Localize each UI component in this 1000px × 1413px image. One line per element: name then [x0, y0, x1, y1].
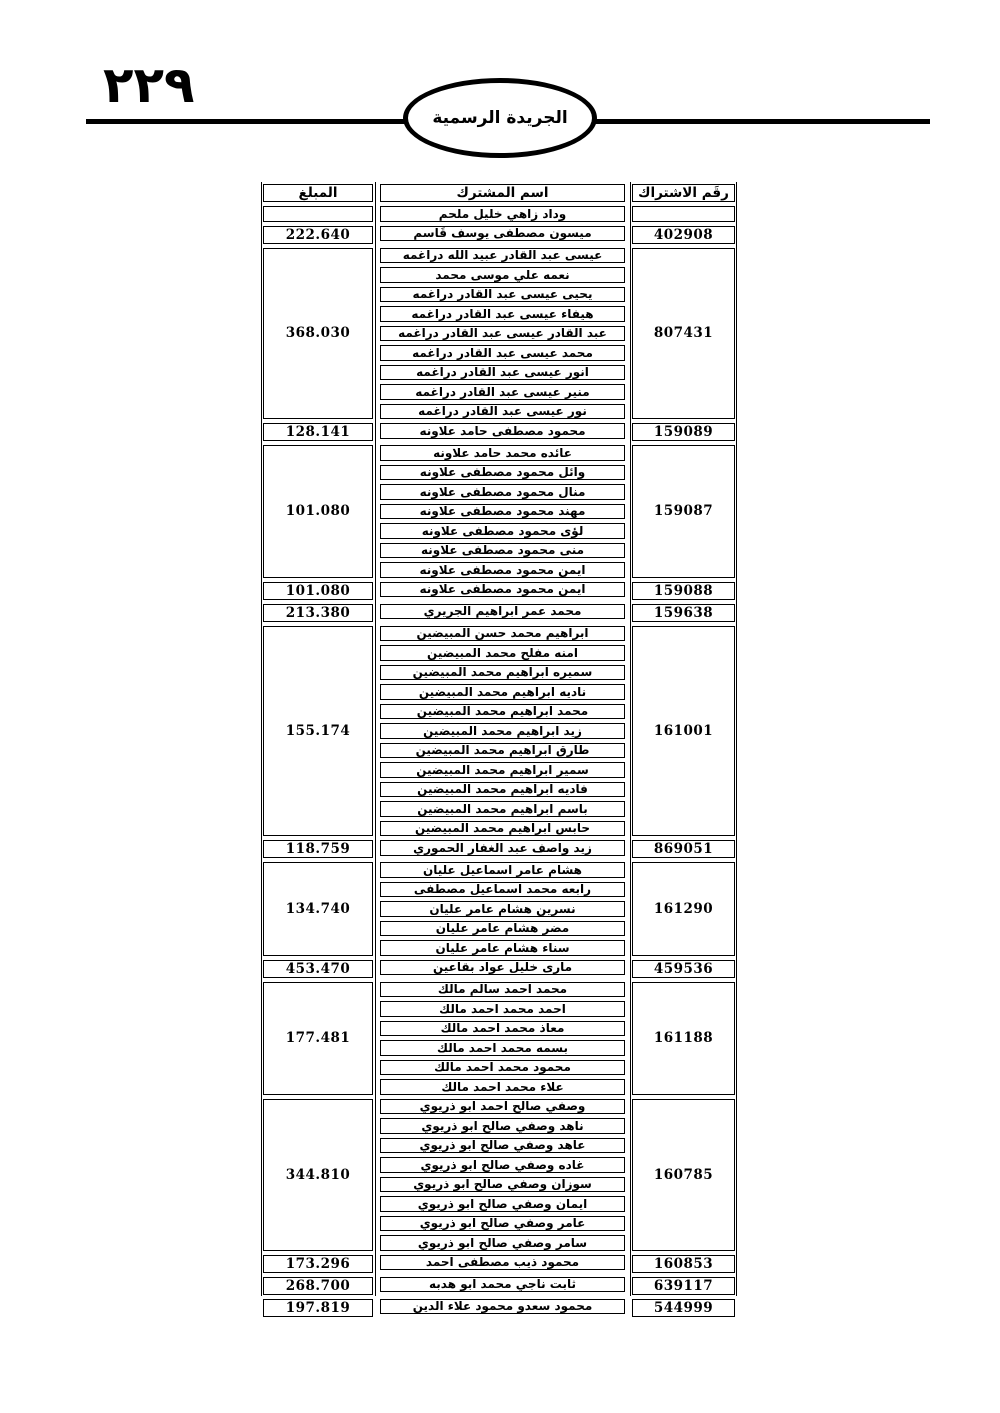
subscriber-names-cell	[375, 838, 630, 860]
subscriber-name: احمد محمد احمد مالك	[380, 1001, 625, 1017]
subscriber-name: ايمان وصفي صالح ابو ذريوي	[380, 1196, 625, 1212]
amount-value: 134.740	[263, 862, 373, 956]
subscriber-name: عبد القادر عيسى عبد القادر دراغمه	[380, 326, 625, 342]
subscriber-name: عاهد وصفي صالح ابو ذريوي	[380, 1138, 625, 1154]
table-record	[261, 958, 737, 980]
table-record	[261, 421, 737, 443]
subscriber-name: ابراهيم محمد حسن المبيضين	[380, 626, 625, 642]
subscriber-name: هشام عامر اسماعيل عليان	[380, 862, 625, 878]
column-header-amount: المبلغ	[263, 184, 373, 202]
subscription-number: 159087	[632, 445, 735, 578]
subscription-number: 459536	[632, 960, 735, 978]
amount-cell	[261, 443, 375, 580]
table-record	[261, 602, 737, 624]
amount-value: 453.470	[263, 960, 373, 978]
subscriber-name: منير عيسى عبد القادر دراغمه	[380, 384, 625, 400]
subscriber-names-cell	[375, 602, 630, 624]
subscriber-names-cell	[375, 1253, 630, 1275]
amount-cell	[261, 838, 375, 860]
subscriber-name: ثابت ناجي محمد ابو هدبه	[380, 1277, 625, 1293]
amount-cell	[261, 224, 375, 246]
table-header-row	[261, 182, 737, 204]
table-record	[261, 1097, 737, 1253]
subscription-number-cell	[630, 1275, 737, 1297]
amount-cell	[261, 580, 375, 602]
subscriber-name: محمد عمر ابراهيم الجريري	[380, 604, 625, 620]
gazette-title: الجريدة الرسمية	[432, 108, 568, 128]
subscriber-name: محمود محمد احمد مالك	[380, 1060, 625, 1076]
subscriber-name: محمد احمد سالم مالك	[380, 982, 625, 998]
subscriber-name: محمود مصطفى حامد علاونه	[380, 423, 625, 439]
subscription-number: 159638	[632, 604, 735, 622]
subscriber-name: سميره ابراهيم محمد المبيضين	[380, 665, 625, 681]
subscriber-name: سمير ابراهيم محمد المبيضين	[380, 762, 625, 778]
subscriber-name: زيد ابراهيم محمد المبيضين	[380, 723, 625, 739]
amount-value: 213.380	[263, 604, 373, 622]
subscriber-name: ناهد وصفي صالح ابو ذريوي	[380, 1118, 625, 1134]
subscriber-name: عيسى عبد القادر عبيد الله دراغمه	[380, 248, 625, 264]
table-record	[261, 580, 737, 602]
amount-value: 222.640	[263, 226, 373, 244]
subscription-number	[632, 206, 735, 222]
amount-value	[263, 206, 373, 222]
subscription-number: 160853	[632, 1255, 735, 1273]
subscriber-name: وصفي صالح احمد ابو ذريوي	[380, 1099, 625, 1115]
amount-cell	[261, 958, 375, 980]
subscription-number: 161290	[632, 862, 735, 956]
subscriber-name: مارى خليل عواد بقاعين	[380, 960, 625, 976]
subscription-number: 159088	[632, 582, 735, 600]
subscriber-name: فاديه ابراهيم محمد المبيضين	[380, 782, 625, 798]
subscriber-name: محمد عيسى عبد القادر دراغمه	[380, 345, 625, 361]
subscription-number: 161188	[632, 982, 735, 1095]
subscriber-name: سناء هشام عامر عليان	[380, 940, 625, 956]
page-number: ٢٢٩	[103, 56, 195, 114]
subscription-number-cell	[630, 624, 737, 839]
subscriber-names-cell	[375, 624, 630, 839]
subscription-number-cell	[630, 1097, 737, 1253]
column-header-amount-cell	[261, 182, 375, 204]
amount-value: 197.819	[263, 1299, 373, 1317]
subscription-number: 160785	[632, 1099, 735, 1251]
subscriber-names-cell	[375, 580, 630, 602]
subscriber-name: معاذ محمد احمد مالك	[380, 1021, 625, 1037]
subscribers-table	[261, 182, 737, 1316]
subscriber-name: زيد واصف عبد الغفار الحموري	[380, 840, 625, 856]
subscriber-name: هيفاء عيسى عبد القادر دراغمه	[380, 306, 625, 322]
amount-value: 268.700	[263, 1277, 373, 1295]
table-record	[261, 624, 737, 839]
subscriber-name: نور عيسى عبد القادر دراغمه	[380, 404, 625, 420]
column-header-name: اسم المشترك	[380, 184, 625, 202]
subscriber-name: انور عيسى عبد القادر دراغمه	[380, 365, 625, 381]
subscription-number: 161001	[632, 626, 735, 837]
table-record	[261, 204, 737, 224]
amount-value: 101.080	[263, 445, 373, 578]
subscriber-name: علاء محمد احمد مالك	[380, 1079, 625, 1095]
column-header-name-cell	[375, 182, 630, 204]
subscriber-name: ميسون مصطفى يوسف قَاسم	[380, 226, 625, 242]
subscriber-name: مهند محمود مصطفى علاونه	[380, 504, 625, 520]
subscriber-names-cell	[375, 980, 630, 1097]
subscriber-name: غاده وصفي صالح ابو ذريوي	[380, 1157, 625, 1173]
amount-value: 101.080	[263, 582, 373, 600]
subscription-number: 869051	[632, 840, 735, 858]
table-record	[261, 224, 737, 246]
subscriber-name: ناديه ابراهيم محمد المبيضين	[380, 684, 625, 700]
subscription-number: 159089	[632, 423, 735, 441]
subscriber-name: محمود ذيب مصطفى احمد	[380, 1255, 625, 1271]
amount-value: 118.759	[263, 840, 373, 858]
amount-cell	[261, 602, 375, 624]
amount-value: 128.141	[263, 423, 373, 441]
amount-value: 173.296	[263, 1255, 373, 1273]
amount-cell	[261, 860, 375, 958]
subscription-number-cell	[630, 838, 737, 860]
subscriber-name: نعمه علي موسى محمد	[380, 267, 625, 283]
subscriber-names-cell	[375, 1275, 630, 1297]
subscription-number-cell	[630, 958, 737, 980]
table-record	[261, 1275, 737, 1297]
table-record	[261, 1253, 737, 1275]
subscription-number-cell	[630, 602, 737, 624]
subscriber-name: امنه مفلح محمد المبيضين	[380, 645, 625, 661]
subscriber-name: محمد ابراهيم محمد المبيضين	[380, 704, 625, 720]
amount-cell	[261, 421, 375, 443]
subscriber-names-cell	[375, 204, 630, 224]
subscriber-names-cell	[375, 224, 630, 246]
subscriber-names-cell	[375, 246, 630, 422]
amount-value: 368.030	[263, 248, 373, 420]
subscription-number-cell	[630, 246, 737, 422]
subscriber-names-cell	[375, 860, 630, 958]
amount-value: 155.174	[263, 626, 373, 837]
subscriber-names-cell	[375, 1297, 630, 1319]
subscriber-names-cell	[375, 443, 630, 580]
amount-cell	[261, 1275, 375, 1297]
subscriber-name: بسمه محمد احمد مالك	[380, 1040, 625, 1056]
subscription-number: 639117	[632, 1277, 735, 1295]
table-rows	[261, 204, 737, 1319]
subscription-number-cell	[630, 1253, 737, 1275]
subscriber-name: يحيى عيسى عبد القادر دراغمه	[380, 287, 625, 303]
subscription-number-cell	[630, 443, 737, 580]
table-record	[261, 838, 737, 860]
table-record	[261, 246, 737, 422]
subscriber-names-cell	[375, 421, 630, 443]
subscriber-name: طارق ابراهيم محمد المبيضين	[380, 743, 625, 759]
subscriber-names-cell	[375, 1097, 630, 1253]
subscriber-name: محمود سعدو محمود علاء الدين	[380, 1299, 625, 1315]
amount-cell	[261, 246, 375, 422]
amount-value: 177.481	[263, 982, 373, 1095]
subscription-number-cell	[630, 1297, 737, 1319]
subscriber-name: منى محمود مصطفى علاونه	[380, 543, 625, 559]
gazette-title-ellipse	[403, 78, 597, 158]
subscription-number-cell	[630, 204, 737, 224]
amount-cell	[261, 204, 375, 224]
amount-cell	[261, 1097, 375, 1253]
column-header-number: رقَم الاشتراك	[632, 184, 735, 202]
amount-cell	[261, 980, 375, 1097]
subscriber-name: باسم ابراهيم محمد المبيضين	[380, 801, 625, 817]
subscription-number-cell	[630, 224, 737, 246]
subscriber-name: مضر هشام عامر عليان	[380, 921, 625, 937]
subscriber-name: ايمن محمود مصطفى علاونه	[380, 582, 625, 598]
table-record	[261, 443, 737, 580]
subscription-number: 402908	[632, 226, 735, 244]
amount-value: 344.810	[263, 1099, 373, 1251]
subscription-number: 807431	[632, 248, 735, 420]
subscriber-name: سوزان وصفي صالح ابو ذريوي	[380, 1177, 625, 1193]
subscriber-name: حابس ابراهيم محمد المبيضين	[380, 821, 625, 837]
table-record	[261, 1297, 737, 1319]
subscriber-name: نسرين هشام عامر عليان	[380, 901, 625, 917]
subscriber-name: وداد زاهي خليل ملحم	[380, 206, 625, 222]
subscription-number: 544999	[632, 1299, 735, 1317]
amount-cell	[261, 1253, 375, 1275]
table-record	[261, 980, 737, 1097]
subscriber-name: وائل محمود مصطفى علاونه	[380, 465, 625, 481]
table-record	[261, 860, 737, 958]
subscriber-name: عامر وصفي صالح ابو ذريوي	[380, 1216, 625, 1232]
subscription-number-cell	[630, 980, 737, 1097]
subscriber-name: منال محمود مصطفى علاونه	[380, 484, 625, 500]
subscription-number-cell	[630, 580, 737, 602]
subscription-number-cell	[630, 421, 737, 443]
subscriber-name: عائده محمد حامد علاونه	[380, 445, 625, 461]
subscription-number-cell	[630, 860, 737, 958]
subscriber-name: رابعه محمد اسماعيل مصطفى	[380, 882, 625, 898]
subscriber-name: سامر وصفي صالح ابو ذريوي	[380, 1235, 625, 1251]
subscriber-name: ايمن محمود مصطفى علاونه	[380, 562, 625, 578]
amount-cell	[261, 624, 375, 839]
subscriber-names-cell	[375, 958, 630, 980]
amount-cell	[261, 1297, 375, 1319]
column-header-number-cell	[630, 182, 737, 204]
subscriber-name: لؤى محمود مصطفى علاونه	[380, 523, 625, 539]
